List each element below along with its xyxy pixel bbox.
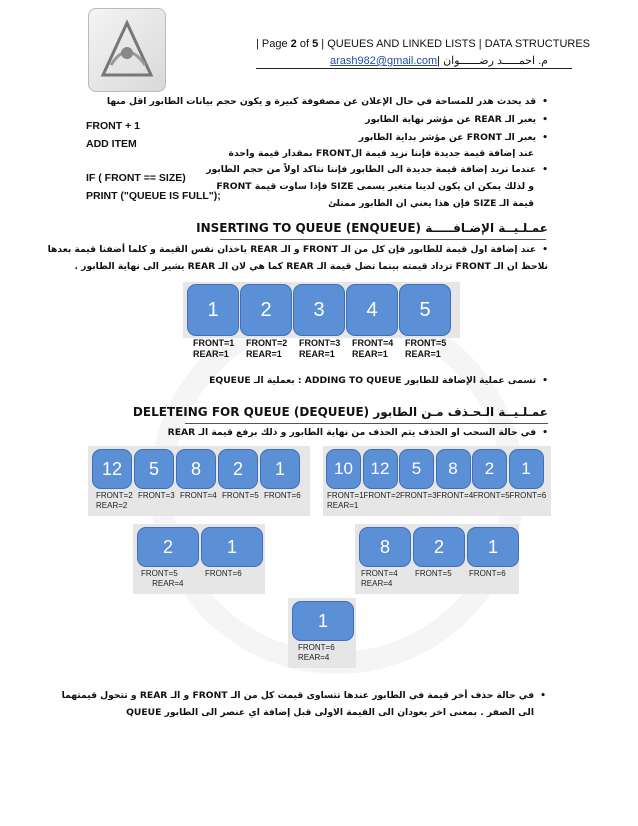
dequeue-midright-box-2: 2 (413, 527, 465, 567)
enqueue-box-3: 3 (293, 284, 345, 336)
author-name: م. احمـــــد رضــــــوان | (437, 55, 548, 67)
intro-bullet-3-cont: عند إضافة قيمة جديدة فإننا نزيد قيمة الFRONT بمقدار قيمة واحدة (228, 148, 534, 159)
intro-bullet-3: • يعبر الـ FRONT عن مؤشر بداية الطابور (359, 132, 548, 143)
dequeue-right-label-3: FRONT=3 (400, 491, 437, 500)
enqueue-box-4: 4 (346, 284, 398, 336)
enqueue-text-2: نلاحظ ان الـ FRONT تزداد قيمته بينما تضل قيمة الـ REAR كما هي لان الـ REAR يشير الى نهاية الطابور . (74, 261, 548, 272)
header-divider (256, 68, 572, 69)
enqueue-label-5: FRONT=5 REAR=1 (405, 338, 447, 359)
page-total: 5 (312, 38, 319, 50)
dequeue-right-box-3: 5 (399, 449, 434, 489)
code-front-plus-one: FRONT + 1 (86, 120, 140, 132)
intro-bullet-4-cont2: قيمة الـ SIZE فإن هذا يعني ان الطابور ممتلئ (328, 198, 534, 209)
dequeue-left-box-1: 12 (92, 449, 132, 489)
dequeue-midleft-box-2: 1 (201, 527, 263, 567)
dequeue-right-label-5: FRONT=5 (473, 491, 510, 500)
dequeue-right-label-6: FRONT=6 (509, 491, 547, 500)
enqueue-box-2: 2 (240, 284, 292, 336)
dequeue-left-box-2: 5 (134, 449, 174, 489)
intro-bullet-4-cont: و لذلك يمكن ان يكون لدينا متغير يسمى SIZE فإذا ساوت قيمة FRONT (216, 181, 534, 192)
dequeue-right-box-4: 8 (436, 449, 471, 489)
dequeue-midright-box-3: 1 (467, 527, 519, 567)
author-logo (88, 8, 166, 92)
enqueue-note: • تسمى عملية الإضافة للطابور ADDING TO QUEUE : بعملية الـ EQUEUE (209, 375, 548, 386)
dequeue-bottom-box-1: 1 (292, 601, 354, 641)
code-add-item: ADD ITEM (86, 138, 137, 150)
intro-bullet-4: • عندما نريد إضافة قيمة جديدة الى الطابور فإننا نتاكد اولاً من حجم الطابور (206, 164, 548, 175)
dequeue-right-box-1: 10 (326, 449, 361, 489)
dequeue-left-box-3: 8 (176, 449, 216, 489)
page-header (256, 38, 590, 50)
page-of: of (296, 38, 313, 50)
dequeue-right-box-5: 2 (472, 449, 507, 489)
dequeue-midleft-label-1: FRONT=5 REAR=4 (141, 569, 184, 588)
author-line (330, 54, 548, 67)
intro-bullet-1: • قد يحدث هدر للمساحة في حال الإعلان عن مصفوفة كبيرة و يكون حجم بيانات الطابور اقل منها (107, 96, 548, 107)
dequeue-title: عمـلـيــة الـحـذف مـن الطابور (DEQUEUE) DELETEING FOR QUEUE (132, 405, 548, 419)
dequeue-right-label-2: FRONT=2 (363, 491, 401, 500)
code-print-full: PRINT ("QUEUE IS FULL"); (86, 190, 221, 202)
enqueue-label-3: FRONT=3 REAR=1 (299, 338, 341, 359)
final-text-2: الى الصفر . بمعنى اخر يعودان الى القيمة الاولى قبل إضافة اي عنصر الى الطابور QUEUE (126, 707, 534, 718)
logo-emblem-icon (89, 9, 165, 91)
dequeue-right-box-2: 12 (363, 449, 398, 489)
enqueue-text-1: • عند إضافة اول قيمة للطابور فإن كل من الـ FRONT و الـ REAR ياخذان نفس القيمة و كلما أضفنا قيمة بعدها (48, 244, 548, 255)
enqueue-box-1: 1 (187, 284, 239, 336)
dequeue-left-box-5: 1 (260, 449, 300, 489)
dequeue-right-label-1: FRONT=1 REAR=1 (327, 491, 364, 510)
intro-bullet-2: • يعبر الـ REAR عن مؤشر نهاية الطابور (365, 114, 548, 125)
dequeue-left-label-4: FRONT=5 (222, 491, 259, 500)
enqueue-box-5: 5 (399, 284, 451, 336)
enqueue-title-underline (220, 239, 546, 240)
dequeue-midleft-label-2: FRONT=6 (205, 569, 242, 578)
dequeue-midright-box-1: 8 (359, 527, 411, 567)
enqueue-label-1: FRONT=1 REAR=1 (193, 338, 235, 359)
dequeue-left-label-3: FRONT=4 (180, 491, 217, 500)
code-if-front-size: IF ( FRONT == SIZE) (86, 172, 186, 184)
dequeue-bottom-label-1: FRONT=6 REAR=4 (298, 643, 335, 662)
header-title: | QUEUES AND LINKED LISTS | DATA STRUCTURES (318, 38, 591, 50)
final-text-1: • في حالة حذف أخر قيمة في الطابور عندها تتساوى قيمت كل من الـ FRONT و الـ REAR و تتحول قيمتهما (62, 690, 546, 701)
dequeue-midright-label-2: FRONT=5 (415, 569, 452, 578)
email-link[interactable]: arash982@gmail.com (330, 55, 438, 67)
enqueue-label-2: FRONT=2 REAR=1 (246, 338, 288, 359)
dequeue-midleft-box-1: 2 (137, 527, 199, 567)
dequeue-left-label-5: FRONT=6 (264, 491, 301, 500)
dequeue-right-label-4: FRONT=4 (436, 491, 474, 500)
dequeue-title-underline (185, 423, 548, 424)
page-prefix: | Page (256, 38, 291, 50)
dequeue-left-label-2: FRONT=3 (138, 491, 175, 500)
page-number: 2 (290, 38, 297, 50)
enqueue-title: عمـلـيــة الإضـافـــــة (ENQUEUE) INSERTING TO QUEUE (196, 221, 548, 235)
dequeue-midright-label-3: FRONT=6 (469, 569, 506, 578)
dequeue-left-box-4: 2 (218, 449, 258, 489)
dequeue-midright-label-1: FRONT=4 REAR=4 (361, 569, 398, 588)
dequeue-right-box-6: 1 (509, 449, 544, 489)
dequeue-left-label-1: FRONT=2 REAR=2 (96, 491, 133, 510)
dequeue-text-1: • في حالة السحب او الحذف يتم الحذف من نهاية الطابور و ذلك برفع قيمة الـ REAR (168, 427, 548, 438)
enqueue-label-4: FRONT=4 REAR=1 (352, 338, 394, 359)
